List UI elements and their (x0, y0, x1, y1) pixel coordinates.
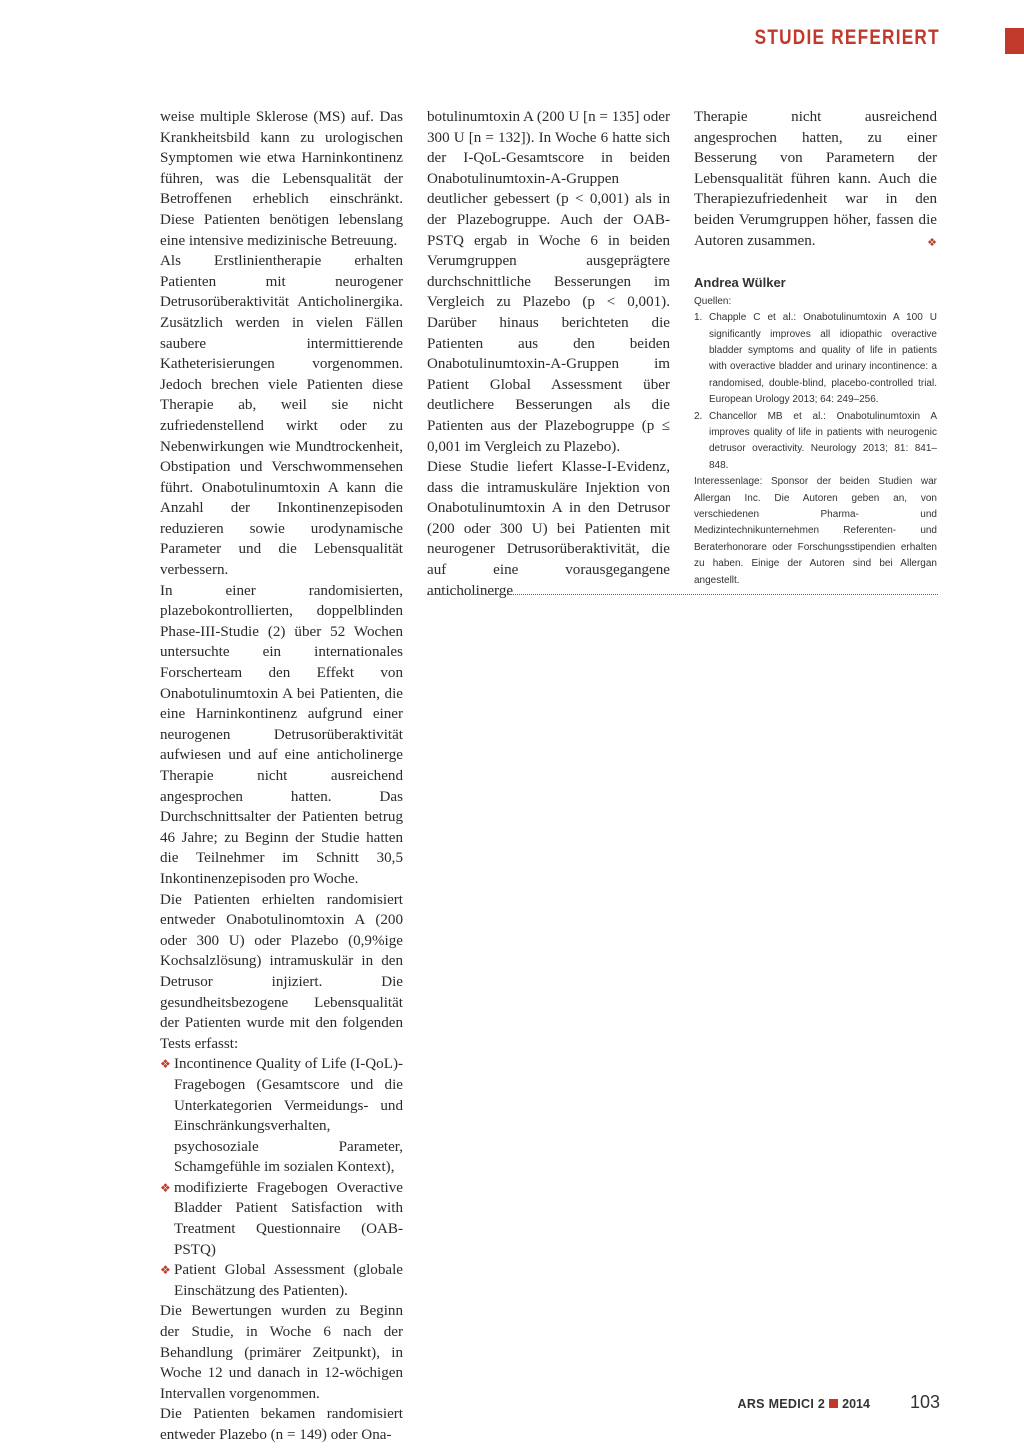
list-item-text: Patient Global Assessment (globale Einschätzung des Patienten). (174, 1262, 403, 1299)
page-number: 103 (909, 1392, 940, 1412)
reference-number: 2. (694, 410, 703, 422)
diamond-end-icon: ❖ (927, 235, 937, 249)
paragraph (694, 107, 937, 251)
journal-name: ARS MEDICI 2 (737, 1397, 826, 1411)
paragraph: weise multiple Sklerose (MS) auf. Das Krankheitsbild kann zu urologischen Symptomen wie etwa Harninkontinenz führen, was die Lebensqualität der Betroffenen erheblich einschränkt. Diese Patienten benötigen lebenslang eine intensive medizinische Betreuung. (160, 109, 403, 249)
diamond-bullet-icon: ❖ (160, 1180, 171, 1195)
paragraph-text: Therapie nicht ausreichend angesprochen hatten, zu einer Besserung von Parametern der Lebensqualität führen kann. Auch die Therapiezufriedenheit war in den beiden Verumgruppen höher, fassen die Autoren zusammen. (694, 109, 937, 249)
paragraph: Als Erstlinientherapie erhalten Patienten mit neurogener Detrusorüberaktivität Anticholinergika. Zusätzlich werden in vielen Fällen saubere intermittierende Katheterisierungen vorgenommen. Jedoch brechen viele Patienten diese Therapie ab, weil sie nicht zufriedenstellend wirkt oder zu Nebenwirkungen wie Mundtrockenheit, Obstipation und Verschwommensehen führt. Onabotulinumtoxin A kann die Anzahl der Inkontinenzepisoden reduzieren sowie urodynamische Parameter und die Lebensqualität verbessern. (160, 253, 403, 579)
list-item-text: modifizierte Fragebogen Overactive Bladder Patient Satisfaction with Treatment Questionnaire (OAB-PSTQ) (174, 1179, 403, 1258)
section-color-block (1005, 28, 1024, 54)
paragraph: Die Bewertungen wurden zu Beginn der Studie, in Woche 6 nach der Behandlung (primärer Zeitpunkt), in Woche 12 und danach in 12-wöchigen Intervallen vorgenommen. (160, 1303, 403, 1402)
list-item (160, 1054, 403, 1178)
page-footer (738, 1392, 941, 1413)
paragraph: botulinumtoxin A (200 U [n = 135] oder 300 U [n = 132]). In Woche 6 hatte sich der I-QoL-Gesamtscore in beiden Onabotulinumtoxin-A-Gruppen deutlicher gebessert (p < 0,001) als in der Plazebogruppe. Auch der OAB-PSTQ ergab in Woche 6 in beiden Verumgruppen ausgeprägtere durchschnittliche Besserungen im Vergleich zu Plazebo (p < 0,001). Darüber hinaus berichteten die Patienten aus den beiden Onabotulinumtoxin-A-Gruppen im Patient Global Assessment über deutlichere Besserungen als die Patienten aus der Plazebogruppe (p ≤ 0,001 im Vergleich zu Plazebo). (427, 109, 670, 455)
paragraph: Diese Studie liefert Klasse-I-Evidenz, dass die intramuskuläre Injektion von Onabotulinumtoxin A in den Detrusor (200 oder 300 U) bei Patienten mit neurogener Detrusorüberaktivität, die auf eine vorausgegangene anticholinerge (427, 459, 670, 599)
square-separator-icon (829, 1399, 838, 1408)
article-column-1 (160, 107, 403, 1446)
reference-item (694, 409, 937, 475)
reference-item (694, 310, 937, 408)
paragraph: Die Patienten erhielten randomisiert entweder Onabotulinomtoxin A (200 oder 300 U) oder Plazebo (0,9%ige Kochsalzlösung) intramuskulär in den Detrusor injiziert. Die gesundheitsbezogene Lebensqualität der Patienten wurde mit den folgenden Tests erfasst: (160, 891, 403, 1052)
reference-list (694, 310, 937, 474)
author-name: Andrea Wülker (694, 275, 786, 291)
journal-year: 2014 (842, 1397, 870, 1411)
diamond-bullet-icon: ❖ (160, 1263, 171, 1278)
test-list (160, 1054, 403, 1301)
sources-heading: Quellen: (694, 295, 732, 307)
list-item (160, 1178, 403, 1260)
reference-number: 1. (694, 312, 703, 324)
diamond-bullet-icon: ❖ (160, 1057, 171, 1072)
paragraph: Die Patienten bekamen randomisiert entweder Plazebo (n = 149) oder Ona- (160, 1406, 403, 1443)
conflict-of-interest-note: Interessenlage: Sponsor der beiden Studien war Allergan Inc. Die Autoren geben an, von verschiedenen Pharma- und Medizintechnikunternehmen Referenten- und Beraterhonorare oder Forschungsstipendien erhalten zu haben. Einige der Autoren sind bei Allergan angestellt. (694, 476, 937, 586)
paragraph: In einer randomisierten, plazebokontrollierten, doppelblinden Phase-III-Studie (2) über 52 Wochen untersuchte ein internationales Forscherteam den Effekt von Onabotulinumtoxin A bei Patienten, die eine Harninkontinenz aufgrund einer neurogenen Detrusorüberaktivität aufwiesen und auf eine anticholinerge Therapie nicht ausreichend angesprochen hatten. Das Durchschnittsalter der Patienten betrug 46 Jahre; zu Beginn der Studie hatten die Teilnehmer im Schnitt 30,5 Inkontinenzepisoden pro Woche. (160, 582, 403, 887)
list-item-text: Incontinence Quality of Life (I-QoL)-Fragebogen (Gesamtscore und die Unterkategorien Vermeidungs- und Einschränkungsverhalten, psychosoziale Parameter, Schamgefühle im sozialen Kontext), (174, 1056, 403, 1176)
list-item (160, 1260, 403, 1301)
article-column-2 (427, 107, 670, 601)
article-column-3 (694, 107, 937, 589)
reference-text: Chancellor MB et al.: Onabotulinumtoxin A improves quality of life in patients with neurogenic detrusor overactivity. Neurology 2013; 81: 841–848. (709, 410, 937, 471)
section-label: STUDIE REFERIERT (754, 26, 940, 49)
reference-text: Chapple C et al.: Onabotulinumtoxin A 100 U significantly improves all idiopathic overactive bladder symptoms and quality of life in patients with overactive bladder and urinary incontinence: a randomised, double-blind, placebo-controlled trial. European Urology 2013; 64: 249–256. (709, 312, 937, 406)
dotted-divider (427, 594, 938, 595)
